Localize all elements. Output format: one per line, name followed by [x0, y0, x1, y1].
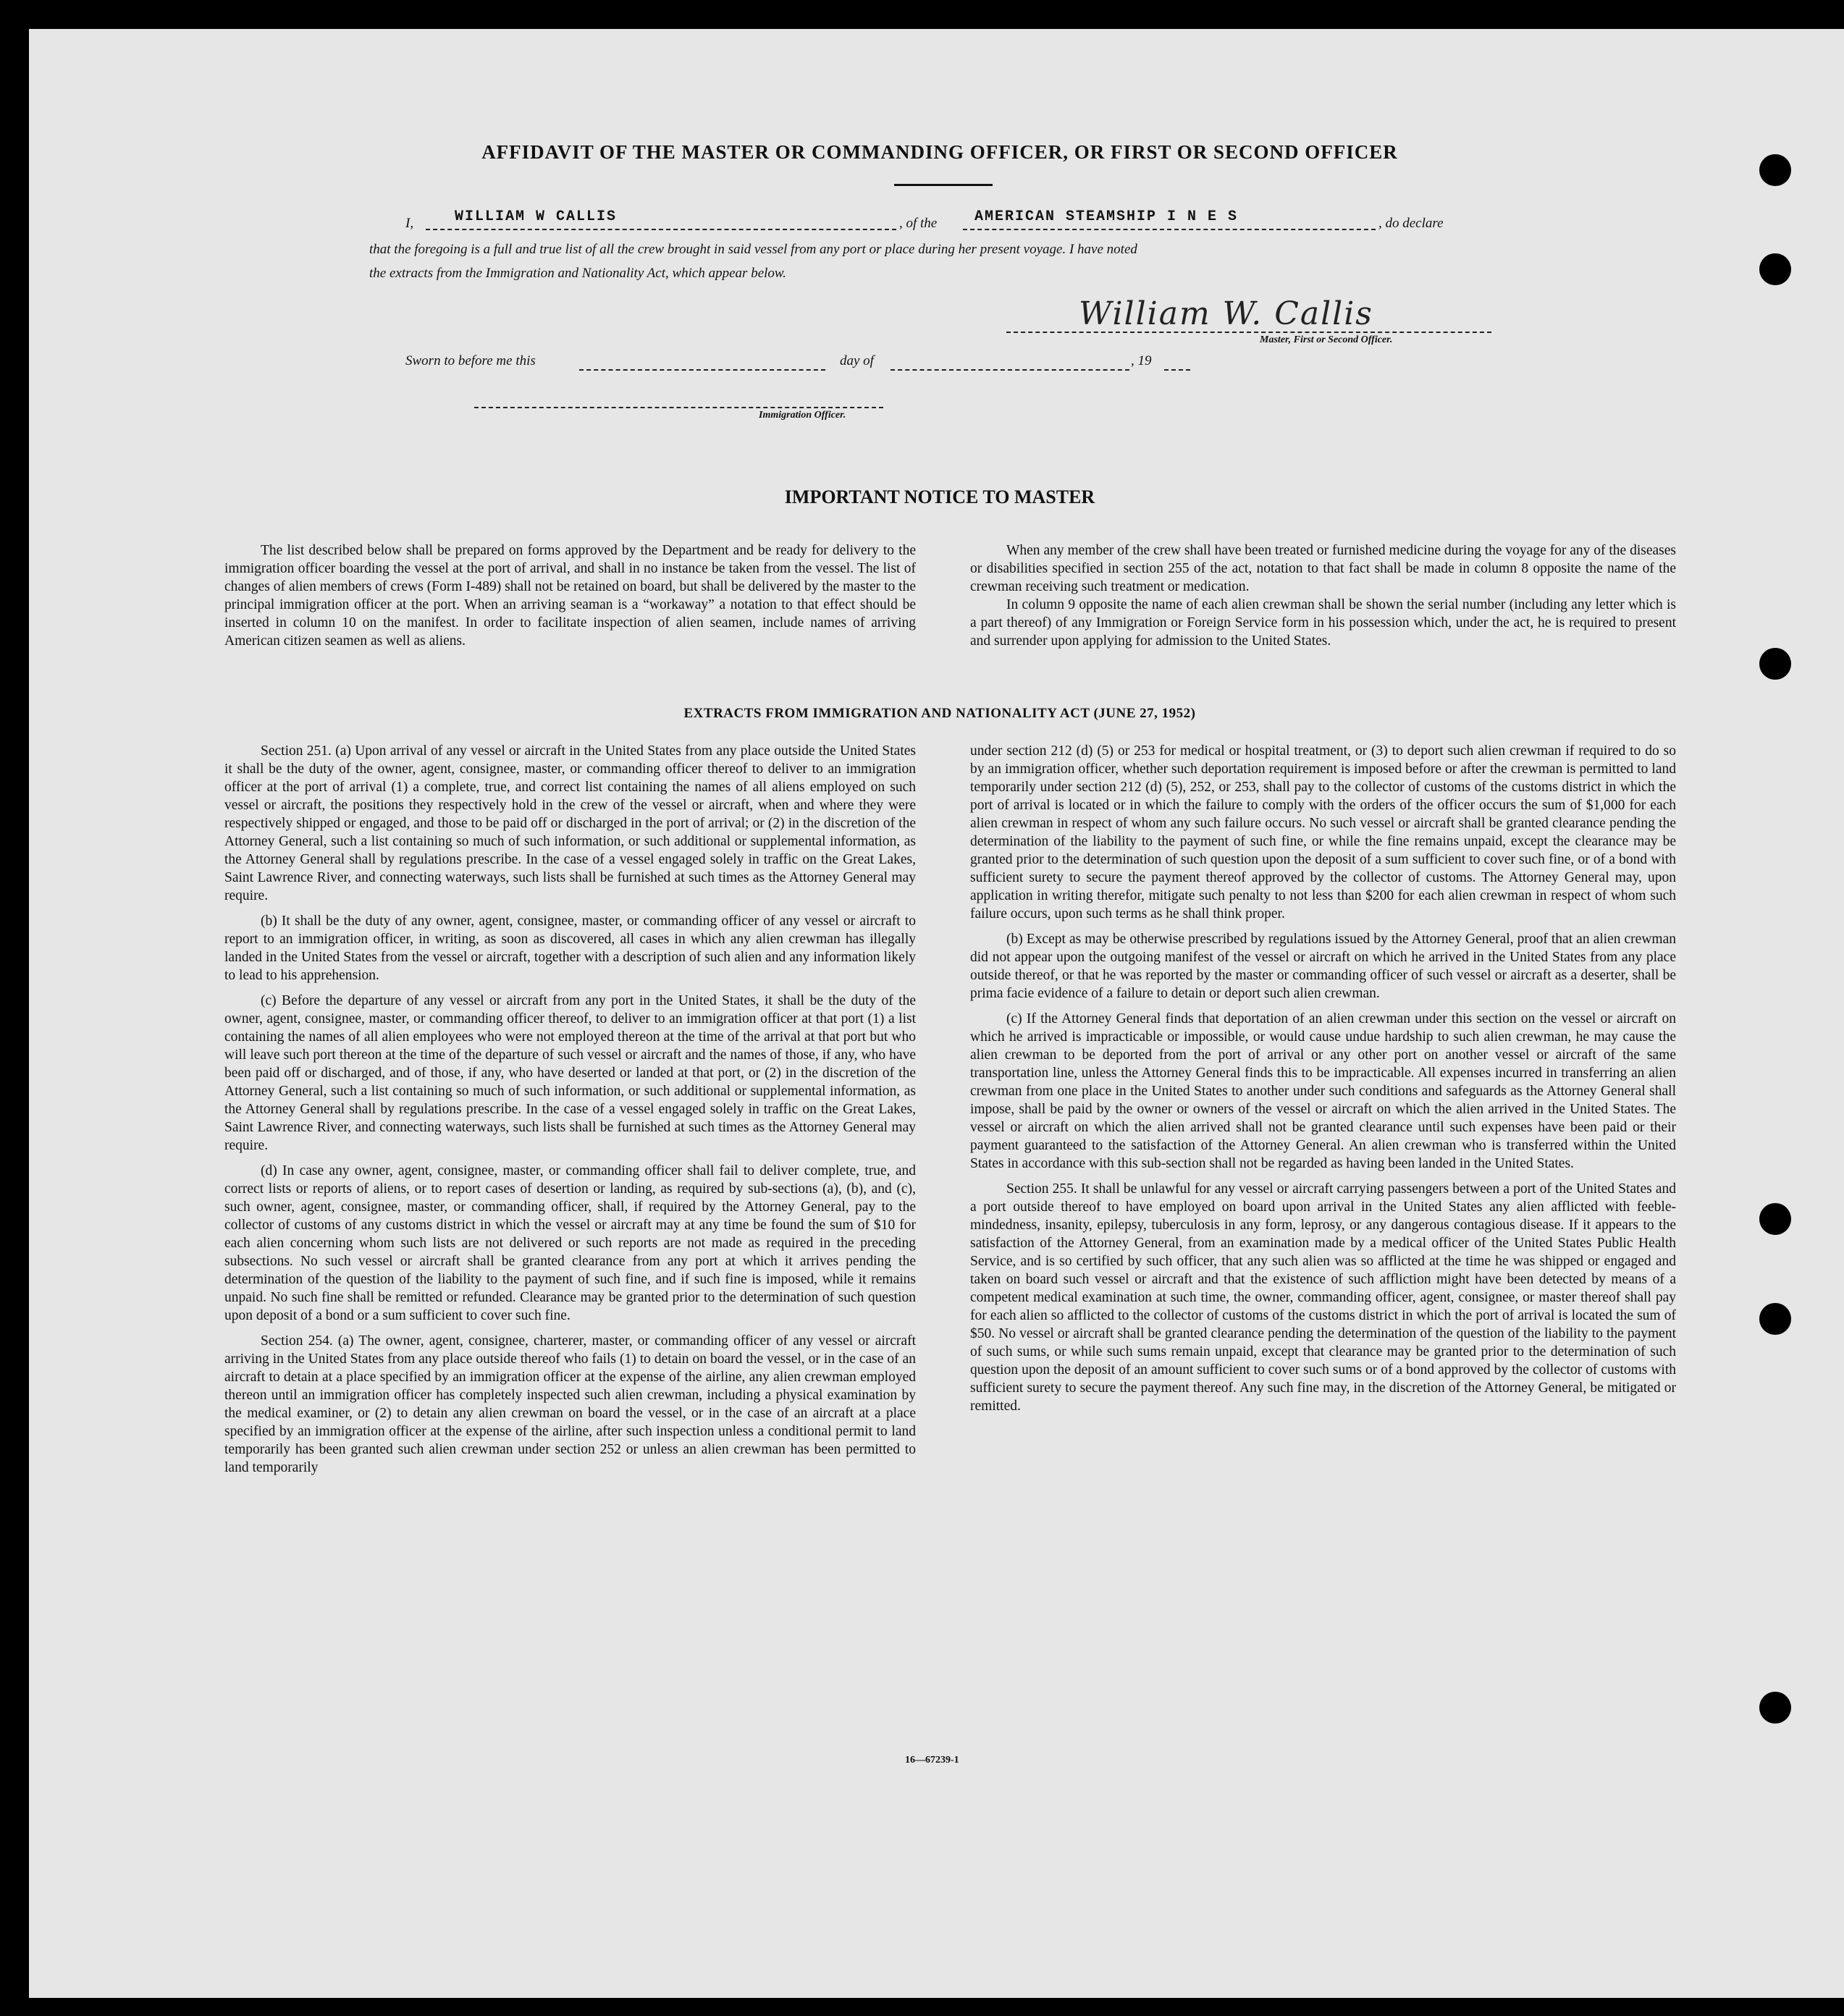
year-prefix: , 19 — [1131, 353, 1152, 368]
day-of-label: day of — [840, 353, 874, 368]
binder-hole — [1759, 1203, 1791, 1235]
i-prefix: I, — [405, 216, 414, 231]
sworn-day-field — [579, 362, 825, 371]
notice-right-paragraph-2: In column 9 opposite the name of each alien crewman shall be shown the serial number (including any letter which is a part thereof) of any Immigration or Foreign Service form in his possession which, under the act, he is required to present and surrender upon applying for admission to the United States. — [970, 597, 1676, 649]
extract-paragraph: (b) It shall be the duty of any owner, agent, consignee, master, or commanding officer of any vessel or aircraft to report to an immigration officer, in writing, as soon as discovered, all cases in which any alien crewman has illegally landed in the United States from the vessel or aircraft, together with a description of such alien and any information likely to lead to his apprehension. — [224, 914, 916, 983]
declarant-name: WILLIAM W CALLIS — [455, 208, 618, 225]
binder-hole — [1759, 1303, 1791, 1335]
notice-left-paragraph: The list described below shall be prepared on forms approved by the Department and be ready for delivery to the immigration officer boarding the vessel at the port of arrival, and shall in no instance be taken from the vessel. The list of changes of alien members of crews (Form I-489) shall not be retained on board, but shall be delivered by the master to the principal immigration officer at the port. When an arriving seaman is a “workaway” a notation to that effect should be inserted in column 10 on the manifest. In order to facilitate inspection of alien seamen, include names of arriving American citizen seamen as well as aliens. — [224, 543, 916, 649]
extracts-title: EXTRACTS FROM IMMIGRATION AND NATIONALITY ACT (JUNE 27, 1952) — [683, 706, 1196, 721]
binder-hole — [1759, 648, 1791, 680]
vessel-name-field — [963, 208, 1376, 230]
sworn-year-field — [1164, 362, 1190, 371]
sworn-month-field — [891, 362, 1129, 371]
notice-title: IMPORTANT NOTICE TO MASTER — [784, 486, 1095, 507]
extract-paragraph: (c) If the Attorney General finds that deportation of an alien crewman under this section on the vessel or aircraft on which he arrived is impracticable or impossible, or would cause undue hardship to such alien crewman, he may cause the alien crewman to be deported from the port of arrival or any other port on another vessel or aircraft of the same transportation line, unless the Attorney General finds this to be impracticable. All expenses incurred in transferring an alien crewman from one place in the United States to another under such conditions and safeguards as the Attorney General shall impose, shall be paid by the owner or owners of the vessel or aircraft on which the alien arrived in the United States. The vessel or aircraft on which the alien arrived shall not be granted clearance until such expenses have been paid or their payment guaranteed to the satisfaction of the Attorney General. An alien crewman who is transferred within the United States in accordance with this sub-section shall not be regarded as having been landed in the United States. — [970, 1011, 1676, 1171]
affidavit-title: AFFIDAVIT OF THE MASTER OR COMMANDING OFFICER, OR FIRST OR SECOND OFFICER — [481, 141, 1398, 163]
statement-line-2: the extracts from the Immigration and Nationality Act, which appear below. — [369, 266, 786, 281]
extract-paragraph: under section 212 (d) (5) or 253 for medical or hospital treatment, or (3) to deport such alien crewman if required to do so by an immigration officer, whether such deportation requirement is imposed before or after the crewman is permitted to land temporarily under section 212 (d) (5), 252, or 253, shall pay to the collector of customs of the customs district in which the port of arrival is located or in which the failure to comply with the orders of the officer occurs the sum of $1,000 for each alien crewman in respect of whom any such failure occurs. No such vessel or aircraft shall be granted clearance pending the determination of the liability to the payment of such fine, or while the fine remains unpaid, except the clearance may be granted prior to the determination of such question upon the deposit of a sum sufficient to cover such fine, or of a bond with sufficient surety to secure the payment thereof approved by the collector of customs. The Attorney General may, upon application in writing therefor, mitigate such penalty to not less than $200 for each alien crewman in respect of whom such failure occurs, upon such terms as he shall think proper. — [970, 743, 1676, 921]
immigration-officer-line — [474, 400, 883, 408]
notice-left-column — [224, 541, 916, 657]
declarant-name-field — [426, 208, 896, 230]
sworn-label: Sworn to before me this — [405, 353, 536, 368]
form-number: 16—67239-1 — [905, 1755, 959, 1766]
vessel-name: AMERICAN STEAMSHIP I N E S — [974, 208, 1239, 225]
title-rule — [894, 184, 993, 186]
extract-paragraph: (b) Except as may be otherwise prescribed by regulations issued by the Attorney General, proof that an alien crewman did not appear upon the outgoing manifest of the vessel or aircraft on which he arrived in the United States from any place outside thereof, or that he was reported by the master or commanding officer of such vessel or aircraft as a deserter, shall be prima facie evidence of a failure to detain or deport such alien crewman. — [970, 932, 1676, 1001]
extract-paragraph: Section 254. (a) The owner, agent, consignee, charterer, master, or commanding officer of any vessel or aircraft arriving in the United States from any place outside thereof who fails (1) to detain on board the vessel, or in the case of an aircraft to detain at a place specified by an immigration officer at the expense of the airline, any alien crewman employed thereon until an immigration officer has completely inspected such alien crewman, including a physical examination by the medical examiner, or (2) to detain any alien crewman on board the vessel, or in the case of an aircraft at a place specified by an immigration officer at the expense of the airline, after such inspection unless a conditional permit to land temporarily has been granted such alien crewman under section 252 or unless an alien crewman has been permitted to land temporarily — [224, 1333, 916, 1475]
notice-right-column — [970, 541, 1676, 657]
extracts-right-column — [970, 742, 1676, 1422]
extract-paragraph: (d) In case any owner, agent, consignee, master, or commanding officer shall fail to deliver complete, true, and correct lists or reports of aliens, or to report cases of desertion or landing, as required by sub-sections (a), (b), and (c), such owner, agent, consignee, master, or commanding officer, shall, if required by the Attorney General, pay to the collector of customs of any customs district in which the vessel or aircraft may at any time be found the sum of $10 for each alien concerning whom such lists are not delivered or such reports are not made as required in the preceding subsections. No such vessel or aircraft shall be granted clearance from any port at which it arrives pending the determination of the question of the liability to the payment of such fine, and if such fine is imposed, while it remains unpaid. No such fine shall be remitted or refunded. Clearance may be granted prior to the determination of such question upon deposit of a bond or a sum sufficient to cover such fine. — [224, 1163, 916, 1323]
handwritten-signature: William W. Callis — [1079, 295, 1373, 332]
notice-right-paragraph-1: When any member of the crew shall have been treated or furnished medicine during the voyage for any of the diseases or disabilities specified in section 255 of the act, notation to that fact shall be made in column 8 opposite the name of the crewman receiving such treatment or medication. — [970, 543, 1676, 594]
extract-paragraph: Section 255. It shall be unlawful for any vessel or aircraft carrying passengers between a port of the United States and a port outside thereof to have employed on board upon arrival in the United States any alien afflicted with feeble-mindedness, insanity, epilepsy, tuberculosis in any form, leprosy, or any dangerous contagious disease. If it appears to the satisfaction of the Attorney General, from an examination made by a medical officer of the United States Public Health Service, and is so certified by such officer, that any such alien was so afflicted at the time he was shipped or engaged and taken on board such vessel or aircraft and that the existence of such affliction might have been detected by means of a competent medical examination at such time, the owner, commanding officer, agent, consignee, or master thereof shall pay for each alien so afflicted to the collector of customs of the customs district in which the port of arrival is located the sum of $50. No vessel or aircraft shall be granted clearance pending the determination of the question of the liability to the payment of such sums, or while such sums remain unpaid, except that clearance may be granted prior to the determination of such question upon the deposit of an amount sufficient to cover such sums or of a bond approved by the collector of customs with sufficient surety to secure the payment thereof. Any such fine may, in the discretion of the Attorney General, be mitigated or remitted. — [970, 1181, 1676, 1414]
signature-caption: Master, First or Second Officer. — [1260, 334, 1393, 345]
extract-paragraph: Section 251. (a) Upon arrival of any vessel or aircraft in the United States from any place outside the United States it shall be the duty of the owner, agent, consignee, master, or commanding officer thereof to deliver to an immigration officer at the port of arrival (1) a complete, true, and correct list containing the names of all aliens employed on such vessel or aircraft, the positions they respectively hold in the crew of the vessel or aircraft, when and where they were respectively shipped or engaged, and those to be paid off or discharged in the port of arrival; or (2) in the discretion of the Attorney General, such a list containing so much of such information, or such additional or supplemental information, as the Attorney General shall by regulations prescribe. In the case of a vessel engaged solely in traffic on the Great Lakes, Saint Lawrence River, and connecting waterways, such lists shall be furnished at such times as the Attorney General may require. — [224, 743, 916, 903]
signature-line — [1006, 295, 1491, 333]
document-page — [29, 29, 1844, 1998]
binder-hole — [1759, 1692, 1791, 1724]
immigration-officer-caption: Immigration Officer. — [759, 410, 846, 421]
do-declare-label: , do declare — [1378, 216, 1444, 231]
binder-hole — [1759, 253, 1791, 285]
extracts-left-column — [224, 742, 916, 1484]
extract-paragraph: (c) Before the departure of any vessel or aircraft from any port in the United States, it shall be the duty of the owner, agent, consignee, master, or commanding officer thereof, to deliver to an immigration officer at that port (1) a list containing the names of all alien employees who were not employed thereon at the time of the arrival at that port but who will leave such port thereon at the time of the departure of such vessel or aircraft and the names of those, if any, who have been paid off or discharged, and of those, if any, who have deserted or landed at that port, or (2) in the discretion of the Attorney General, such a list containing so much of such information, or such additional or supplemental information, as the Attorney General shall by regulations prescribe. In the case of a vessel engaged solely in traffic on the Great Lakes, Saint Lawrence River, and connecting waterways, such lists shall be furnished at such times as the Attorney General may require. — [224, 993, 916, 1153]
of-the-label: , of the — [899, 216, 938, 231]
statement-line-1: that the foregoing is a full and true list of all the crew brought in said vessel from any port or place during her present voyage. I have noted — [369, 242, 1137, 257]
